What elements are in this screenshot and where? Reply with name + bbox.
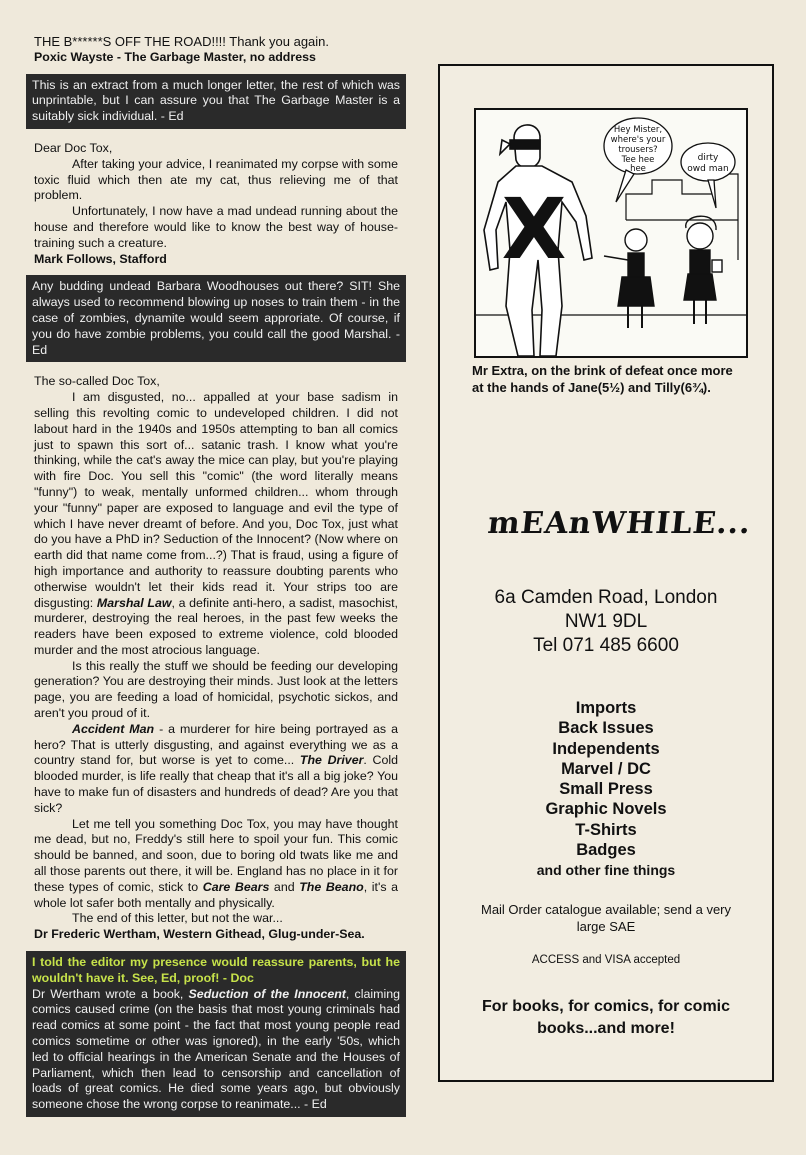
letter-3-paragraph-4: Let me tell you something Doc Tox, you may have thought me dead, but no, Freddy's still here to spoil your fun. This comic should be banned, and soon, due to boring old twats like me and all those parents out there, it will be. England has no place in it for these types of comic, stick to Care Bears and The Beano, it's a whole lot safer both mentally and physically. [34,816,398,910]
bubble-2-line-1: dirty [697,153,719,163]
ad-slogan: For books, for comics, for comic books...and more! [481,998,731,1037]
service-item: Back Issues [558,719,654,738]
service-item: Badges [576,841,636,860]
bubble-1-line-1: Hey Mister, [613,125,663,135]
service-item: Marvel / DC [561,759,651,778]
title-seduction-of-the-innocent: Seduction of the Innocent [188,986,346,1001]
bubble-1-line-5: hee [630,164,646,174]
editor-reply-3 [26,951,406,1117]
service-item: Imports [575,699,637,717]
letter-2-paragraph-1: After taking your advice, I reanimated my corpse with some toxic fluid which then ate my cat, thus relieving me of that problem. [34,156,398,203]
comic-caption [472,362,762,396]
bubble-2-line-2: owd man [687,164,729,174]
doc-reply-text: I told the editor my presence would reassure parents, but he wouldn't have it. See, Ed, proof! - Doc [32,955,400,985]
title-accident-man: Accident Man [72,721,155,736]
title-the-beano: The Beano [299,879,364,894]
title-marshal-law: Marshal Law [96,595,172,610]
bubble-1-line-4: Tee hee [621,155,655,165]
services-list [440,698,772,881]
bubble-1-line-3: trousers? [618,145,658,155]
title-care-bears: Care Bears [202,879,270,894]
editor-reply-2-text: Any budding undead Barbara Woodhouses out there? SIT! She always used to recommend blowing up noses to train them - in the case of zombies, dynamite would seem approriate. Of course, if you do have zombie problems, you could call the good Marshal. - Ed [32,279,400,357]
payment-note: ACCESS and VISA accepted [531,954,681,966]
letter-2-signature: Mark Follows, Stafford [34,251,167,266]
editor-reply-3-text: Dr Wertham wrote a book, Seduction of the Innocent, claiming comics caused crime (on the basis that most young criminals had read comics at some point - the fact that most young people read comics sometime or other was ignored), in the early '50s, which led to official hearings in the American Senate and the Houses of Parliament, which then lead to censorship and cancellation of loads of great comics. He died some years ago, but obviously someone chose the wrong corpse to reanimate... - Ed [32,986,400,1112]
letter-3-paragraph-3: Accident Man - a murderer for hire being portrayed as a hero? That is utterly disgusting, and against everything we as a country stand for, but worse is yet to come... The Driver. Cold blooded murder, is life really that cheap that it's all a big joke? You have to make fun of disasters and hundreds of dead? Are you that sick? [34,721,398,815]
phone-number: Tel 071 485 6600 [533,635,679,656]
services-tail: and other fine things [536,862,676,879]
intro-line: THE B******S OFF THE ROAD!!!! Thank you again. [34,34,330,49]
bubble-1-line-2: where's your [610,135,666,145]
letters-column [34,34,398,1125]
letter-3-salutation: The so-called Doc Tox, [34,374,160,389]
comic-panel [474,108,748,358]
chest-x-letter: X [501,180,567,278]
service-item: Independents [552,739,660,758]
letter-3-paragraph-5: The end of this letter, but not the war... [72,911,283,926]
comic-illustration [476,110,746,356]
jane-figure [604,229,654,328]
service-item: T-Shirts [575,820,637,839]
letter-3-paragraph-2: Is this really the stuff we should be feeding our developing generation? You are destroying their minds. Just look at the letters page, you are feeding a load of homicidal, psychotic sickos, and aren't you proud of it. [34,658,398,721]
editor-reply-1 [26,74,406,129]
caption-line-2: at the hands of Jane(5½) and Tilly(6¾). [472,380,711,395]
tilly-figure [684,216,722,324]
meanwhile-advert [438,64,774,1082]
title-the-driver: The Driver [299,753,364,768]
editor-reply-2 [26,275,406,362]
caption-line-1: Mr Extra, on the brink of defeat once more [472,363,733,378]
address-line-1: 6a Camden Road, London [494,587,718,608]
mail-order-note: Mail Order catalogue available; send a very large SAE [480,902,732,934]
letter-2-paragraph-2: Unfortunately, I now have a mad undead running about the house and therefore would like to know the best way of house-training such a creature. [34,204,398,250]
service-item: Small Press [559,780,653,799]
letter-3-signature: Dr Frederic Wertham, Western Githead, Glug-under-Sea. [34,927,365,942]
service-item: Graphic Novels [545,800,667,819]
meanwhile-logo: mEAnWHILE... [486,506,753,541]
editor-reply-1-text: This is an extract from a much longer letter, the rest of which was unprintable, but I can assure you that The Garbage Master is a suitably sick individual. - Ed [32,77,400,124]
intro-signature: Poxic Wayste - The Garbage Master, no address [34,49,316,64]
letter-3-paragraph-1: I am disgusted, no... appalled at your base sadism in selling this revolting comic to undeveloped children. I did not labout hard in the 1940s and 1950s attempting to ban all comics just to spawn this sort of... satanic trash. I know what you're thinking, while the cat's away the mice can play, but you're playing with fire Doc. You sell this "comic" (the word literally means "funny") to weak, mentally unformed children... whom through your "funny" paper are exposed to language and evil the type of which I have never dreamt of before. And you, Doc Tox, just what do you have a PhD in? Seduction of the Innocent? (Now where on earth did that name come from...?) That is fraud, using a figure of high importance and authority to reassure doubting parents who otherwise wouldn't let their kids read it. Your strips too are disgusting: Marshal Law, a definite anti-hero, a sadist, masochist, murderer, destroying the real heroes, in the past few weeks the readers have been exposed to extreme violence, cold blooded murder and the most atrocious language. [34,390,398,657]
address-line-2: NW1 9DL [564,611,648,632]
letter-2-salutation: Dear Doc Tox, [34,140,113,155]
